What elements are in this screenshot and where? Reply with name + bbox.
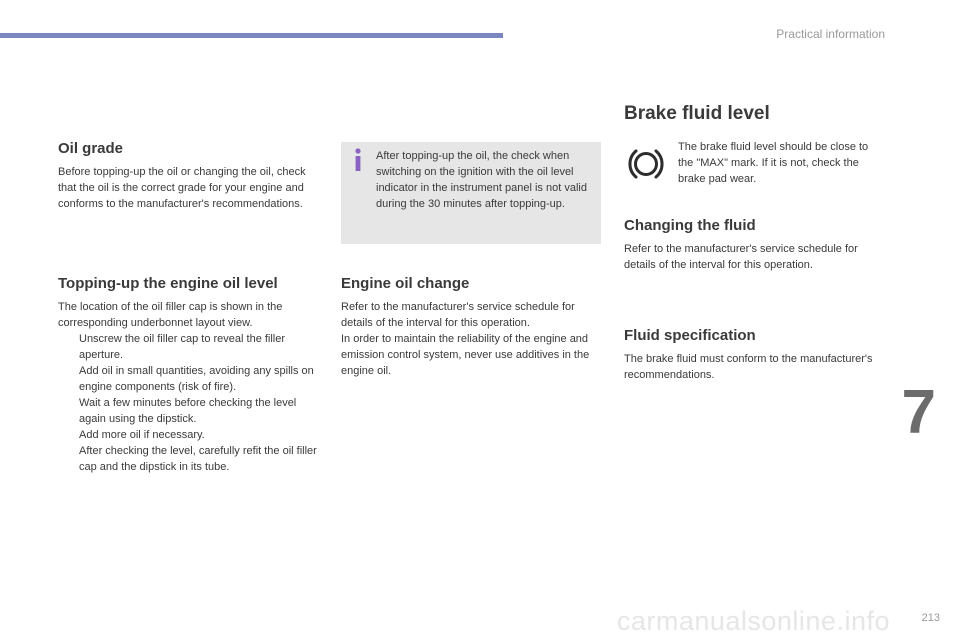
topping-up-step bbox=[58, 443, 320, 475]
topping-up-step-text: Add more oil if necessary. bbox=[79, 429, 205, 441]
changing-fluid-section bbox=[624, 217, 886, 273]
page-number: 213 bbox=[921, 612, 940, 624]
fluid-spec-heading: Fluid specification bbox=[624, 327, 756, 344]
changing-fluid-text: Refer to the manufacturer's service schedule for details of the interval for this operation. bbox=[624, 243, 858, 271]
engine-oil-change-section bbox=[341, 275, 603, 379]
changing-fluid-heading: Changing the fluid bbox=[624, 217, 756, 234]
section-title: Practical information bbox=[776, 27, 885, 41]
brake-fluid-text: The brake fluid level should be close to the "MAX" mark. If it is not, check the brake pad wear. bbox=[678, 141, 869, 185]
topping-up-step bbox=[58, 427, 320, 443]
topping-up-step-text: Wait a few minutes before checking the level again using the dipstick. bbox=[79, 397, 297, 425]
engine-oil-change-heading: Engine oil change bbox=[341, 275, 470, 292]
info-icon bbox=[352, 148, 364, 172]
chapter-number: 7 bbox=[901, 378, 936, 447]
fluid-spec-text: The brake fluid must conform to the manufacturer's recommendations. bbox=[624, 353, 873, 381]
oil-grade-text: Before topping-up the oil or changing the oil, check that the oil is the correct grade for your engine and conforms to the manufacturer's recommendations. bbox=[58, 166, 306, 210]
brake-fluid-heading: Brake fluid level bbox=[624, 103, 770, 124]
brake-warning-icon bbox=[626, 142, 666, 186]
watermark-text: carmanualsonline.info bbox=[616, 606, 890, 636]
oil-grade-heading: Oil grade bbox=[58, 140, 124, 157]
header-accent-bar bbox=[0, 33, 503, 38]
oil-grade-section bbox=[58, 140, 320, 212]
topping-up-step bbox=[58, 395, 320, 427]
fluid-spec-section bbox=[624, 327, 886, 383]
info-note-text: After topping-up the oil, the check when switching on the ignition with the oil level indicator in the instrument panel is not valid during the 30 minutes after topping-up. bbox=[376, 150, 587, 210]
topping-up-step bbox=[58, 331, 320, 363]
topping-up-step bbox=[58, 363, 320, 395]
topping-up-step-text: After checking the level, carefully refit the oil filler cap and the dipstick in its tube. bbox=[79, 445, 317, 473]
engine-oil-change-text: Refer to the manufacturer's service schedule for details of the interval for this operation. In order to maintain the reliability of the engine and emission control system, never use additives in the engine oil. bbox=[341, 301, 590, 377]
topping-up-heading: Topping-up the engine oil level bbox=[58, 275, 278, 292]
topping-up-steps bbox=[58, 331, 320, 475]
topping-up-intro: The location of the oil filler cap is shown in the corresponding underbonnet layout view. bbox=[58, 301, 283, 329]
topping-up-step-text: Unscrew the oil filler cap to reveal the filler aperture. bbox=[79, 333, 286, 361]
topping-up-section bbox=[58, 275, 320, 475]
info-note-box bbox=[341, 142, 601, 244]
topping-up-step-text: Add oil in small quantities, avoiding any spills on engine components (risk of fire). bbox=[79, 365, 314, 393]
